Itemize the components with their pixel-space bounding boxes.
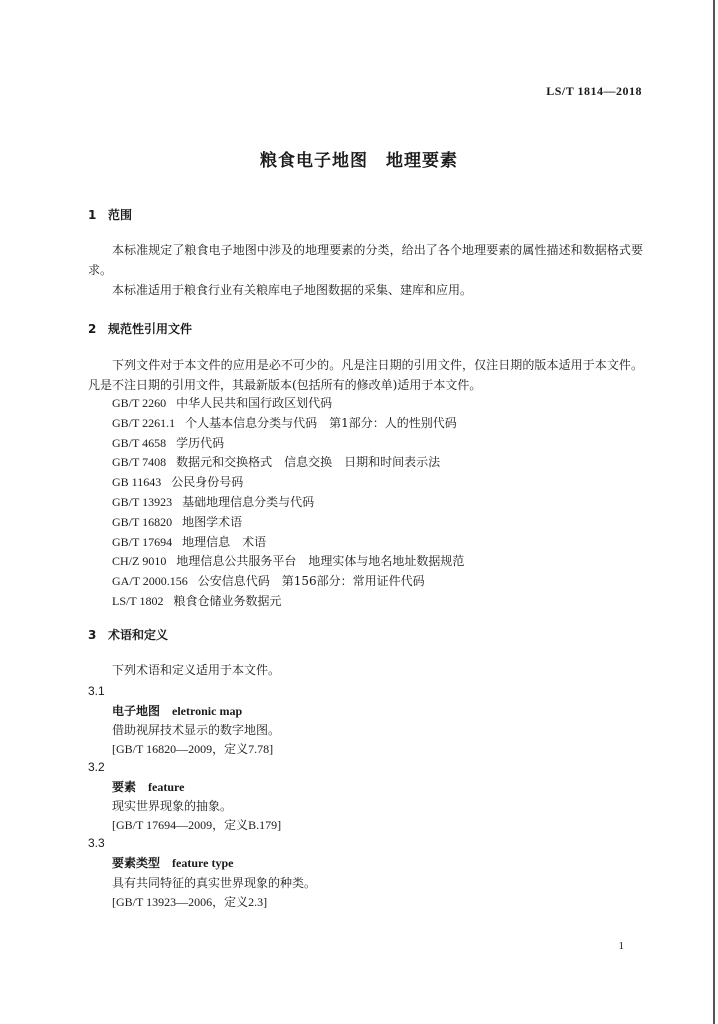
reference-code: GB/T 4658 <box>112 435 167 450</box>
reference-name: 地理信息 术语 <box>182 534 267 549</box>
section-3-body <box>88 660 643 680</box>
reference-name: 学历代码 <box>176 435 225 450</box>
section-title: 范围 <box>108 208 133 222</box>
term-number: 3.3 <box>88 836 105 850</box>
paragraph: 本标准适用于粮食行业有关粮库电子地图数据的采集、建库和应用。 <box>112 283 473 297</box>
paragraph: 下列术语和定义适用于本文件。 <box>112 663 281 677</box>
term-zh: 要素 <box>112 780 137 794</box>
reference-item <box>112 434 464 454</box>
standard-code: LS/T 1814—2018 <box>546 84 642 98</box>
reference-code: LS/T 1802 <box>112 593 164 608</box>
section-2-heading <box>88 320 192 337</box>
reference-name: 公安信息代码 第156部分：常用证件代码 <box>197 574 425 589</box>
document-title: 粮食电子地图 地理要素 <box>260 151 458 171</box>
reference-name: 地图学术语 <box>182 514 243 529</box>
reference-code: GB 11643 <box>112 475 162 490</box>
page-number: 1 <box>618 940 624 952</box>
reference-code: GB/T 16820 <box>112 514 173 529</box>
reference-name: 中华人民共和国行政区划代码 <box>176 396 333 410</box>
term-source: [GB/T 16820—2009，定义7.78] <box>112 742 274 756</box>
term-heading <box>112 854 233 871</box>
term-definition: 具有共同特征的真实世界现象的种类。 <box>112 876 317 890</box>
normative-reference-list <box>112 394 464 612</box>
section-3-heading <box>88 626 168 643</box>
reference-item <box>112 552 464 572</box>
section-title: 术语和定义 <box>108 628 169 642</box>
reference-name: 地理信息公共服务平台 地理实体与地名地址数据规范 <box>176 554 465 569</box>
reference-code: CH/Z 9010 <box>112 554 167 569</box>
section-title: 规范性引用文件 <box>108 322 193 336</box>
reference-item <box>112 513 464 533</box>
term-source: [GB/T 13923—2006，定义2.3] <box>112 895 268 909</box>
term-definition: 现实世界现象的抽象。 <box>112 799 233 813</box>
reference-code: GB/T 2260 <box>112 396 167 410</box>
term-number: 3.2 <box>88 760 105 774</box>
reference-item <box>112 493 464 513</box>
reference-item <box>112 453 464 473</box>
reference-code: GB/T 13923 <box>112 494 173 509</box>
term-en: feature <box>148 780 185 794</box>
reference-item <box>112 533 464 553</box>
reference-code: GA/T 2000.156 <box>112 574 188 589</box>
term-zh: 电子地图 <box>112 704 161 718</box>
section-number: 3 <box>88 628 97 642</box>
term-heading <box>112 778 184 795</box>
reference-item <box>112 394 464 414</box>
reference-item <box>112 572 464 592</box>
paragraph: 下列文件对于本文件的应用是必不可少的。凡是注日期的引用文件，仅注日期的版本适用于本文件。凡是不注日期的引用文件，其最新版本(包括所有的修改单)适用于本文件。 <box>88 358 643 392</box>
paragraph: 本标准规定了粮食电子地图中涉及的地理要素的分类，给出了各个地理要素的属性描述和数据格式要求。 <box>88 243 643 277</box>
term-en: eletronic map <box>172 704 243 718</box>
reference-code: GB/T 2261.1 <box>112 415 176 430</box>
reference-code: GB/T 17694 <box>112 534 173 549</box>
section-1-heading <box>88 206 132 223</box>
reference-name: 粮食仓储业务数据元 <box>173 593 282 608</box>
section-number: 2 <box>88 322 97 336</box>
term-en: feature type <box>172 856 234 870</box>
reference-name: 个人基本信息分类与代码 第1部分：人的性别代码 <box>185 415 457 430</box>
section-1-body <box>88 240 643 300</box>
reference-name: 公民身份号码 <box>171 475 244 490</box>
reference-code: GB/T 7408 <box>112 455 167 470</box>
term-heading <box>112 702 242 719</box>
reference-item <box>112 414 464 434</box>
reference-name: 基础地理信息分类与代码 <box>182 494 315 509</box>
term-source: [GB/T 17694—2009，定义B.179] <box>112 818 282 832</box>
term-definition: 借助视屏技术显示的数字地图。 <box>112 723 281 737</box>
reference-item <box>112 592 464 612</box>
section-number: 1 <box>88 208 97 222</box>
section-2-body <box>88 355 643 395</box>
reference-item <box>112 473 464 493</box>
reference-name: 数据元和交换格式 信息交换 日期和时间表示法 <box>176 455 441 470</box>
term-number: 3.1 <box>88 684 105 698</box>
term-zh: 要素类型 <box>112 856 161 870</box>
